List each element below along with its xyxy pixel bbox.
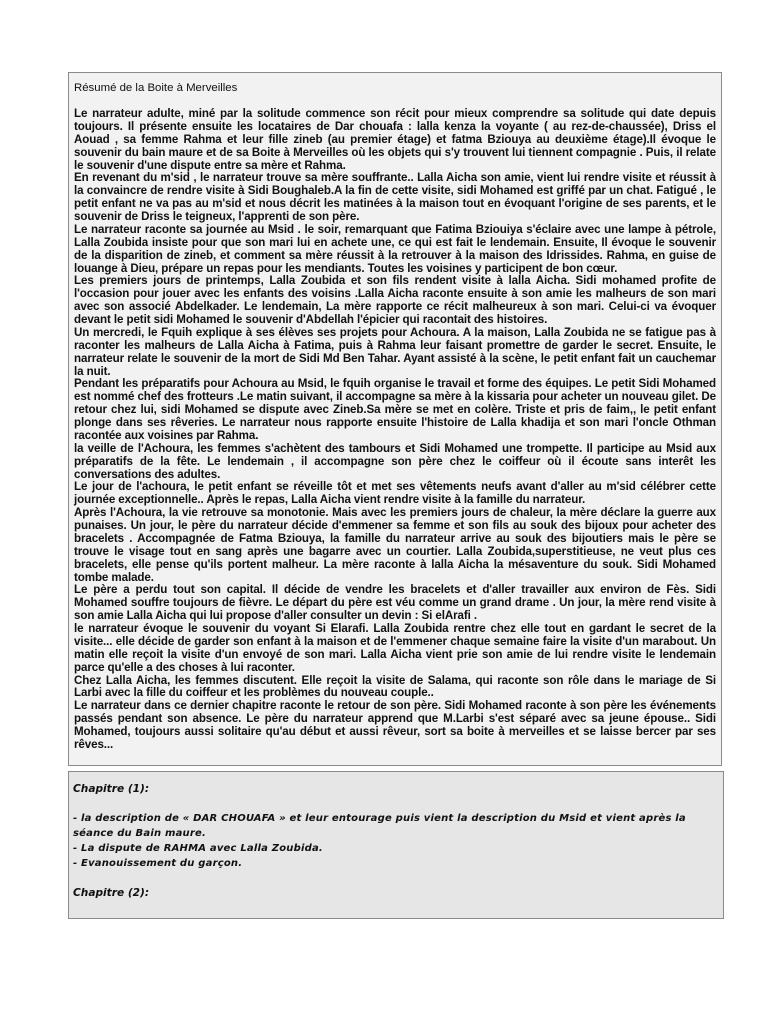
summary-paragraph: Le narrateur dans ce dernier chapitre raconte le retour de son père. Sidi Mohamed raconte à son père les événements passés pendant son absence. Le père du narrateur apprend que M.Larbi s'est séparé avec sa jeune épouse.. Sidi Mohamed, toujours aussi solitaire qu'au début et aussi rêveur, sort sa boite à merveilles et se laisse bercer par ses rêves... xyxy=(74,699,716,751)
chapter-1-item: - Evanouissement du garçon. xyxy=(73,858,243,869)
summary-paragraph: Le narrateur adulte, miné par la solitude commence son récit pour mieux comprendre sa solitude qui date depuis toujours. Il présente ensuite les locataires de Dar chouafa : lalla kenza la voyante ( au rez-de-chaussée), Driss el Aouad , sa femme Rahma et leur fille zineb (au premier étage) et fatma Bziouya au deuxième étage).Il évoque le souvenir du bain maure et de sa Boite à Merveilles où les objets qui s'y trouvent lui tiennent compagnie . Puis, il relate le souvenir d'une dispute entre sa mère et Rahma. xyxy=(74,107,716,172)
chapter-1-heading: Chapitre (1): xyxy=(73,783,150,795)
summary-paragraph: la veille de l'Achoura, les femmes s'achètent des tambours et Sidi Mohamed une trompette. Il participe au Msid aux préparatifs de la fête. Le lendemain , il accompagne son père chez le coiffeur où il écoute sans interêt les conversations des adultes. xyxy=(74,441,716,481)
chapter-2-heading: Chapitre (2): xyxy=(73,887,150,899)
summary-paragraph: Le père a perdu tout son capital. Il décide de vendre les bracelets et d'aller travailler aux environ de Fès. Sidi Mohamed souffre toujours de fièvre. Le départ du père est véu comme un grand drame . Un jour, la mère rend visite à son amie Lalla Aicha qui lui propose d'aller consulter un devin : Si elArafi . xyxy=(74,583,716,623)
summary-paragraph: le narrateur évoque le souvenir du voyant Si Elarafi. Lalla Zoubida rentre chez elle tout en gardant le secret de la visite... elle décide de garder son enfant à la maison et de l'emmener chaque semaine faire la visite d'un marabout. Un matin elle reçoit la visite d'un envoyé de son mari. Lalla Aicha vient prie son amie de lui rendre visite le lendemain parce qu'elle a des choses à lui raconter. xyxy=(74,622,716,674)
summary-paragraph: Les premiers jours de printemps, Lalla Zoubida et son fils rendent visite à lalla Aicha. Sidi mohamed profite de l'occasion pour jouer avec les enfants des voisins .Lalla Aicha raconte ensuite à son amie les malheurs de son mari avec son associé Abdelkader. Le lendemain, La mère rapporte ce récit malheureux à son mari. Celui-ci va évoquer devant le petit sidi Mohamed le souvenir d'Abdellah l'épicier qui racontait des histoires. xyxy=(74,274,716,326)
summary-paragraph: En revenant du m'sid , le narrateur trouve sa mère souffrante.. Lalla Aicha son amie, vient lui rendre visite et réussit à la convaincre de rendre visite à Sidi Boughaleb.A la fin de cette visite, sidi Mohamed est griffé par un chat. Fatigué , le petit enfant ne va pas au m'sid et nous décrit les matinées à la maison tout en évoquant l'origine de ses parents, et le souvenir de Driss le teigneux, l'apprenti de son père. xyxy=(74,171,716,223)
summary-paragraph: Le jour de l'achoura, le petit enfant se réveille tôt et met ses vêtements neufs avant d'aller au m'sid célébrer cette journée exceptionnelle.. Après le repas, Lalla Aicha vient rendre visite à la famille du narrateur. xyxy=(74,480,716,507)
summary-paragraph: Après l'Achoura, la vie retrouve sa monotonie. Mais avec les premiers jours de chaleur, la mère déclare la guerre aux punaises. Un jour, le père du narrateur décide d'emmener sa femme et son fils au souk des bijoux pour acheter des bracelets . Accompagnée de Fatma Bziouya, la famille du narrateur arrive au souk des bijoutiers mais le père se trouve le visage tout en sang après une bagarre avec un courtier. Lalla Zoubida,superstitieuse, ne veut plus ces bracelets, elle pense qu'ils portent malheur. La mère raconte à lalla Aicha la mésaventure du souk. Sidi Mohamed tombe malade. xyxy=(74,506,716,584)
summary-paragraph: Le narrateur raconte sa journée au Msid . le soir, remarquant que Fatima Bziouiya s'éclaire avec une lampe à pétrole, Lalla Zoubida insiste pour que son mari lui en achete une, ce qui est fait le lendemain. Ensuite, Il évoque le souvenir de la disparition de zineb, et comment sa mère réussit à la retrouver à la maison des Idrissides. Rahma, en guise de louange à Dieu, prépare un repas pour les mendiants. Toutes les voisines y participent de bon cœur. xyxy=(74,222,716,275)
spacer xyxy=(73,871,719,886)
chapter-1-item: - la description de « DAR CHOUAFA » et leur entourage puis vient la description du Msid et vient après la séance du Bain maure. xyxy=(73,813,686,839)
chapter-1-item: - La dispute de RAHMA avec Lalla Zoubida. xyxy=(73,843,323,854)
chapters-box xyxy=(68,771,724,919)
spacer xyxy=(73,796,719,811)
summary-box xyxy=(68,72,722,766)
summary-title: Résumé de la Boite à Merveilles xyxy=(74,82,238,94)
summary-paragraph: Pendant les préparatifs pour Achoura au Msid, le fquih organise le travail et forme des équipes. Le petit Sidi Mohamed est nommé chef des frotteurs .Le matin suivant, il accompagne sa mère à la kissaria pour acheter un nouveau gilet. De retour chez lui, sidi Mohamed se dispute avec Zineb.Sa mère se met en colère. Triste et pris de faim,, le petit enfant plonge dans ses rêveries. Le narrateur nous rapporte ensuite l'histoire de Lalla khadija et son mari l'oncle Othman racontée aux voisines par Rahma. xyxy=(74,377,716,442)
summary-paragraph: Chez Lalla Aicha, les femmes discutent. Elle reçoit la visite de Salama, qui raconte son rôle dans le mariage de Si Larbi avec la fille du coiffeur et les problèmes du nouveau couple.. xyxy=(74,673,716,700)
summary-paragraph: Un mercredi, le Fquih explique à ses élèves ses projets pour Achoura. A la maison, Lalla Zoubida ne se fatigue pas à raconter les malheurs de Lalla Aicha à Fatima, puis à Rahma leur faisant promettre de garder le secret. Ensuite, le narrateur relate le souvenir de la mort de Sidi Md Ben Tahar. Ayant assisté à la scène, le petit enfant fait un cauchemar la nuit. xyxy=(74,325,716,378)
